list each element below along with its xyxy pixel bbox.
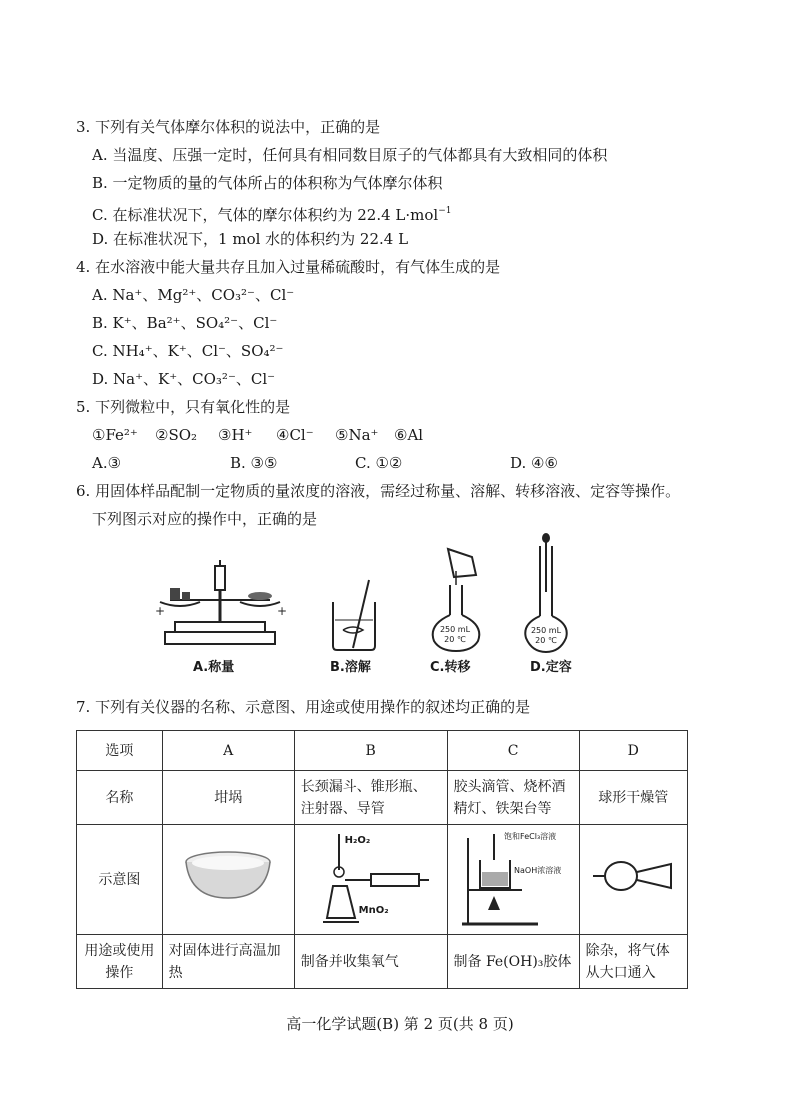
transfer-flask-volume: 250 mL: [439, 625, 471, 634]
q4-option-a: A. Na⁺、Mg²⁺、CO₃²⁻、Cl⁻: [92, 286, 295, 304]
colloid-apparatus: [458, 830, 568, 930]
q3-option-d: D. 在标准状况下，1 mol 水的体积约为 22.4 L: [92, 230, 409, 248]
diagram-a: [162, 825, 294, 935]
use-c: 制备 Fe(OH)₃胶体: [447, 935, 579, 989]
q5-item-3: ③H⁺: [218, 426, 253, 444]
volumetric-flask-volume: 250 mL: [530, 626, 562, 635]
q3-stem: 3. 下列有关气体摩尔体积的说法中，正确的是: [76, 118, 381, 136]
q4-stem: 4. 在水溶液中能大量共存且加入过量稀硫酸时，有气体生成的是: [76, 258, 501, 276]
row-label-use: 用途或使用操作: [77, 935, 163, 989]
table-row-diagram: [77, 825, 688, 935]
diagram-d: [579, 825, 687, 935]
mno2-label: MnO₂: [358, 904, 389, 916]
beaker-figure: [325, 580, 385, 652]
figure-caption-c: C.转移: [430, 660, 471, 675]
name-b: 长颈漏斗、锥形瓶、注射器、导管: [294, 771, 447, 825]
table-row-name: [77, 771, 688, 825]
volumetric-flask-temp: 20 ℃: [535, 636, 557, 645]
balance-figure: [155, 560, 288, 650]
header-c: C: [447, 731, 579, 771]
drying-tube-icon: [591, 856, 675, 896]
q5-option-a: A.③: [92, 454, 122, 472]
name-a: 坩埚: [162, 771, 294, 825]
h2o2-label: H₂O₂: [344, 834, 371, 846]
figure-caption-d: D.定容: [530, 660, 572, 675]
q6-stem-1: 6. 用固体样品配制一定物质的量浓度的溶液，需经过称量、溶解、转移溶液、定容等操作。: [76, 482, 681, 500]
q5-option-d: D. ④⑥: [510, 454, 558, 472]
svg-text:+: +: [155, 604, 166, 618]
fecl3-label: 饱和FeCl₃溶液: [504, 831, 557, 841]
figure-caption-b: B.溶解: [330, 660, 371, 675]
q5-item-2: ②SO₂: [155, 426, 198, 444]
q3-option-b: B. 一定物质的量的气体所占的体积称为气体摩尔体积: [92, 174, 443, 192]
oxygen-apparatus: [311, 830, 431, 930]
q4-option-b: B. K⁺、Ba²⁺、SO₄²⁻、Cl⁻: [92, 314, 278, 332]
name-c: 胶头滴管、烧杯酒精灯、铁架台等: [447, 771, 579, 825]
q7-stem: 7. 下列有关仪器的名称、示意图、用途或使用操作的叙述均正确的是: [76, 698, 531, 716]
table-header-row: [77, 731, 688, 771]
naoh-label: NaOH浓溶液: [514, 865, 562, 875]
diagram-b: [294, 825, 447, 935]
transfer-flask-temp: 20 ℃: [444, 635, 466, 644]
header-option: 选项: [77, 731, 163, 771]
q4-option-d: D. Na⁺、K⁺、CO₃²⁻、Cl⁻: [92, 370, 276, 388]
q5-item-5: ⑤Na⁺: [335, 426, 379, 444]
q5-stem: 5. 下列微粒中，只有氧化性的是: [76, 398, 291, 416]
transfer-flask-label: [431, 625, 479, 645]
header-a: A: [162, 731, 294, 771]
q5-option-c: C. ①②: [355, 454, 403, 472]
q4-option-c: C. NH₄⁺、K⁺、Cl⁻、SO₄²⁻: [92, 342, 284, 360]
q3-option-c-sup: −1: [438, 206, 452, 216]
q5-option-b: B. ③⑤: [230, 454, 278, 472]
diagram-c: [447, 825, 579, 935]
page-footer: 高一化学试题(B) 第 2 页(共 8 页): [286, 1015, 514, 1033]
q3-option-a: A. 当温度、压强一定时，任何具有相同数目原子的气体都具有大致相同的体积: [92, 146, 608, 164]
use-b: 制备并收集氧气: [294, 935, 447, 989]
row-label-diagram: 示意图: [77, 825, 163, 935]
q3-option-c: [92, 201, 451, 225]
crucible-icon: [182, 846, 274, 906]
svg-text:+: +: [277, 604, 288, 618]
name-d: 球形干燥管: [579, 771, 687, 825]
q6-stem-2: 下列图示对应的操作中，正确的是: [92, 510, 318, 528]
use-a: 对固体进行高温加热: [162, 935, 294, 989]
q5-item-6: ⑥Al: [394, 426, 424, 444]
q7-table: [76, 730, 688, 989]
table-row-use: [77, 935, 688, 989]
row-label-name: 名称: [77, 771, 163, 825]
volumetric-flask-label: [522, 626, 570, 646]
header-d: D: [579, 731, 687, 771]
q5-item-4: ④Cl⁻: [276, 426, 314, 444]
q5-item-1: ①Fe²⁺: [92, 426, 138, 444]
q3-option-c-text: C. 在标准状况下，气体的摩尔体积约为 22.4 L·mol: [92, 206, 439, 224]
use-d: 除杂，将气体从大口通入: [579, 935, 687, 989]
figure-caption-a: A.称量: [193, 660, 235, 675]
colloid-apparatus-icon: [458, 830, 568, 930]
header-b: B: [294, 731, 447, 771]
